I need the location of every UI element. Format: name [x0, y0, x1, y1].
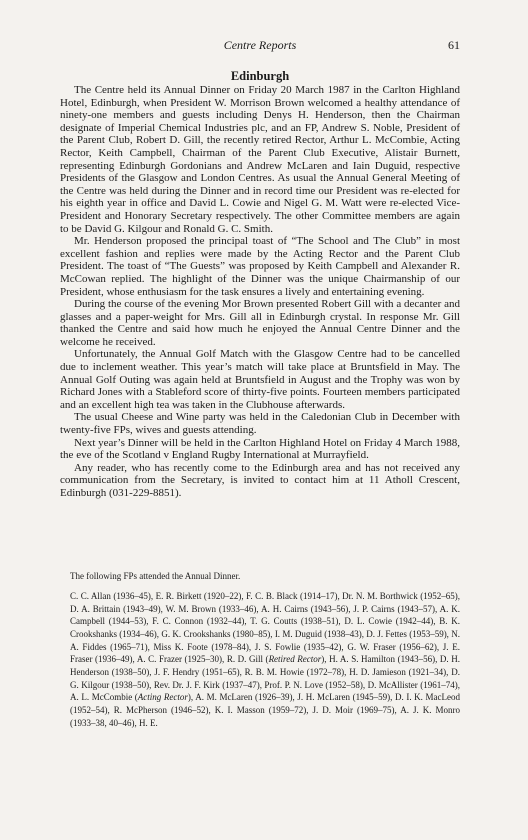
paragraph-next-dinner: Next year’s Dinner will be held in the Carlton Highland Hotel on Friday 4 March 1988, the eve of the Scotland v England Rugby International at Murrayfield.	[60, 436, 460, 462]
paragraph-cheese-wine: The usual Cheese and Wine party was held in the Caledonian Club in December with twenty-five FPs, wives and guests attending.	[60, 411, 460, 437]
role-acting-rector: Acting Rector	[137, 692, 188, 703]
page-number: 61	[448, 38, 460, 52]
paragraph-golf: Unfortunately, the Annual Golf Match with the Glasgow Centre had to be cancelled due to inclement weather. This year’s match will take place at Bruntsfield in May. The Annual Golf Outing was again held at Bruntsfield in August and the Trophy was won by Richard Jones with a Stableford score of thirty-five points. Fourteen members participated and an excellent high tea was taken in the Clubhouse afterwards.	[60, 348, 460, 411]
section-title: Edinburgh	[230, 69, 290, 83]
attendees-part-3: ), A. M. McLaren (1926–39), J. H. McLaren (1945–59), D. I. K. MacLeod (1952–54), R. McPherson (1946–52), K. I. Masson (1959–72), J. D. Moir (1969–75), A. J. K. Monro (1933–38, 40–46), H. E.	[70, 692, 461, 728]
attendees-intro: The following FPs attended the Annual Dinner.	[70, 571, 241, 581]
report-body	[60, 84, 460, 500]
paragraph-annual-dinner: The Centre held its Annual Dinner on Friday 20 March 1987 in the Carlton Highland Hotel, Edinburgh, when President W. Morrison Brown welcomed a healthy attendance of ninety-one members and guests including Denys H. Henderson, then the Chairman designate of Imperial Chemical Industries plc, and an FP, Andrew S. Noble, President of the Parent Club, Robert D. Gill, the recently retired Rector, Arthur L. McCombie, Acting Rector, Keith Campbell, Chairman of the Parent Club Executive, Alistair Burnett, representing Edinburgh Gordonians and Andrew McLaren and Iain Duguid, respective Presidents of the Glasgow and London Centres. As usual the Annual General Meeting of the Centre was held during the Dinner and in record time our President was re-elected for his eighth year in office and David L. Cowie and Nigel G. M. Watt were re-elected Vice-President and Honorary Secretary respectively. The other Committee members are again to be David G. Kilgour and Ronald G. C. Smith.	[60, 84, 460, 235]
attendees-part-2: ), H. A. S. Hamilton (1943–56), D. H. Henderson (1938–50), J. F. Hendry (1951–65), R. B. M. Howie (1972–78), H. D. Jamieson (1921–34), D. G. Kilgour (1938–50), Rev. Dr. J. F. Kirk (1937–47), Prof. P. N. Love (1952–58), D. McAllister (1961–74), A. L. McCombie (	[70, 654, 460, 703]
page-header	[60, 38, 460, 54]
paragraph-presentation: During the course of the evening Mor Brown presented Robert Gill with a decanter and glasses and a paper-weight for Mrs. Gill all in Edinburgh crystal. In response Mr. Gill thanked the Centre and said how much he enjoyed the Annual Centre Dinner and the welcome he received.	[60, 298, 460, 348]
role-retired-rector: Retired Rector	[268, 654, 322, 665]
attendees-part-1: C. C. Allan (1936–45), E. R. Birkett (1920–22), F. C. B. Black (1914–17), Dr. N. M. Borthwick (1952–65), D. A. Brittain (1943–49), W. M. Brown (1933–46), A. H. Cairns (1943–56), J. P. Cairns (1943–57), A. K. Campbell (1944–53), F. C. Connon (1932–44), T. G. Coutts (1938–51), D. L. Cowie (1942–44), B. K. Crookshanks (1934–46), G. K. Crookshanks (1980–85), I. M. Duguid (1938–43), D. J. Fettes (1953–59), N. A. Fiddes (1965–71), Miss K. Foote (1978–84), J. S. Fowlie (1935–42), G. W. Fraser (1956–62), J. E. Fraser (1936–49), A. C. Frazer (1925–30), R. D. Gill (	[70, 591, 460, 665]
paragraph-contact: Any reader, who has recently come to the Edinburgh area and has not received any communication from the Secretary, is invited to contact him at 11 Atholl Crescent, Edinburgh (031-229-8851).	[60, 461, 460, 499]
attendees-list	[70, 590, 460, 729]
paragraph-toasts: Mr. Henderson proposed the principal toast of “The School and The Club” in most excellent fashion and replies were made by the Acting Rector and the Parent Club President. The toast of “The Guests” was proposed by Keith Campbell and Alexander R. McCowan replied. The highlight of the Dinner was the unique Chairmanship of our President, whose enthusiasm for the task ensures a lively and entertaining evening.	[60, 235, 460, 298]
running-title: Centre Reports	[223, 38, 297, 52]
